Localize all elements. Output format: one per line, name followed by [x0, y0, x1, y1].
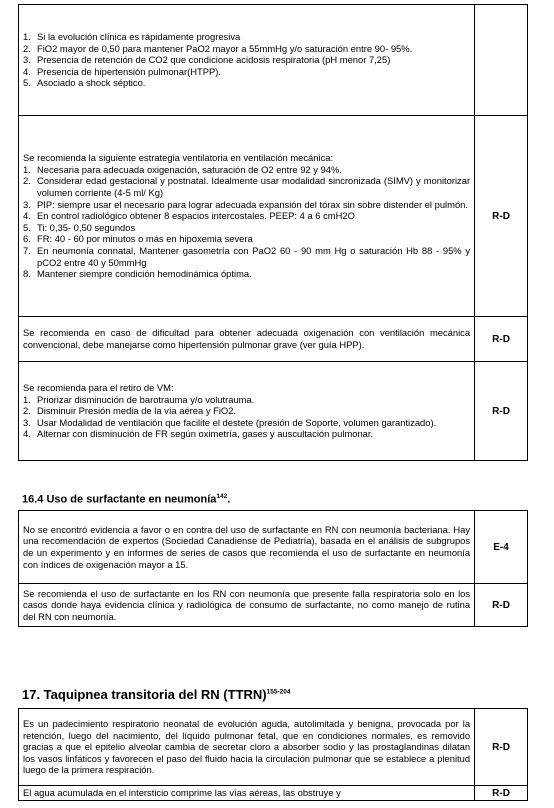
table-row	[19, 116, 528, 317]
list-item: 4. Presencia de hipertensión pulmonar(HTPP).	[23, 65, 221, 77]
section-heading-16-4: 16.4 Uso de surfactante en neumonía$^{142}$.	[22, 493, 231, 506]
ttrn-pathophysiology: El agua acumulada en el intersticio comprime las vías aéreas, las obstruye y	[19, 786, 475, 801]
block-intro: Se recomienda la siguiente estrategia ventilatoria en ventilación mecánica:	[23, 152, 334, 164]
ventilation-strategy	[19, 116, 475, 317]
section-title: 16.4 Uso de surfactante en neumonía	[22, 493, 217, 506]
surfactant-evidence: No se encontró evidencia a favor o en contra del uso de surfactante en RN con neumonía bacteriana. Hay una recomendación de expertos (Sociedad Canadiense de Pediatría), basada en el análisis de subgrupos de un experimento y en informes de series de casos que recomienda el uso de surfactante en neumonía con índices de oxigenación mayor a 15.	[19, 511, 475, 584]
surfactant-recommendation: Se recomienda el uso de surfactante en los RN con neumonía que presente falla respiratoria solo en los casos donde haya evidencia clínica y radiológica de consumo de surfactante, no como manejo de rutina del RN con neumonía.	[19, 584, 475, 627]
list-item: 7. En neumonía connatal, Mantener gasometría con PaO2 60 - 90 mm Hg o saturación Hb 88 - 95% y pCO2 entre 40 y 50mmHg	[23, 244, 471, 268]
table-row	[19, 5, 528, 116]
table-row	[19, 584, 528, 627]
list-item: 2. FiO2 mayor de 0,50 para mantener PaO2 mayor a 55mmHg y/o saturación entre 90- 95%.	[23, 42, 413, 54]
table-row	[19, 511, 528, 584]
list-item: 6. FR: 40 - 60 por minutos o más en hipoxemia severa	[23, 233, 253, 245]
list-item: 3. PIP: siempre usar el necesario para lograr adecuada expansión del tórax sin sobre distender el pulmón.	[23, 198, 468, 210]
list-item: 3. Usar Modalidad de ventilación que facilite el destete (presión de Soporte, volumen garantizado).	[23, 416, 437, 428]
recommendation-table-3	[18, 708, 528, 801]
table-row	[19, 709, 528, 786]
reference-superscript: 155-204	[266, 688, 291, 696]
evidence-grade: R-D	[475, 362, 528, 461]
list-item: 2. Disminuir Presión media de la vía aérea y FiO2.	[23, 405, 237, 417]
evidence-grade: R-D	[475, 317, 528, 362]
evidence-grade: R-D	[475, 116, 528, 317]
list-item: 2. Considerar edad gestacional y postnatal. Idealmente usar modalidad sincronizada (SIMV) y monitorizar volumen corriente (4-5 ml/ Kg)	[23, 175, 471, 199]
recommendation-table-1	[18, 4, 528, 461]
ttrn-definition: Es un padecimiento respiratorio neonatal de evolución aguda, autolimitada y benigna, provocada por la retención, luego del nacimiento, del líquido pulmonar fetal, que en condiciones normales, es removido gracias a que el epitelio alveolar cambia de secretar cloro a absorber sodio y las prostaglandinas dilatan los vasos linfáticos y favorecen el paso del fluido hacia la circulación pulmonar que se establece a plenitud luego de la primera respiración.	[19, 709, 475, 786]
evidence-grade: R-D	[475, 584, 528, 627]
list-item: 5. Asociado a shock séptico.	[23, 77, 146, 89]
list-item: 1. Necesaria para adecuada oxigenación, saturación de O2 entre 92 y 94%.	[23, 163, 342, 175]
criteria-list	[19, 5, 475, 116]
evidence-grade: R-D	[475, 786, 528, 801]
block-intro: Se recomienda para el retiro de VM:	[23, 382, 174, 394]
list-item: 1. Priorizar disminución de barotrauma y/o volutrauma.	[23, 393, 255, 405]
list-item: 4. Alternar con disminución de FR según oximetría, gases y auscultación pulmonar.	[23, 428, 374, 440]
table-row	[19, 317, 528, 362]
list-item: 5. Ti: 0,35- 0,50 segundos	[23, 221, 136, 233]
weaning-recommendation	[19, 362, 475, 461]
conventional-failure-recommendation: Se recomienda en caso de dificultad para obtener adecuada oxigenación con ventilación mecánica convencional, debe manejarse como hipertensión pulmonar grave (ver guía HPP).	[19, 317, 475, 362]
evidence-grade	[475, 5, 528, 116]
section-title: 17. Taquipnea transitoria del RN (TTRN)	[22, 687, 267, 702]
table-row	[19, 362, 528, 461]
table-row	[19, 786, 528, 801]
recommendation-table-2	[18, 510, 528, 627]
list-item: 1. Si la evolución clínica es rápidamente progresiva	[23, 31, 241, 43]
list-item: 3. Presencia de retención de CO2 que condicione acidosis respiratoria (pH menor 7,25)	[23, 54, 391, 66]
list-item: 8. Mantener siempre condición hemodinámica óptima.	[23, 268, 252, 280]
evidence-grade: R-D	[475, 709, 528, 786]
evidence-grade: E-4	[475, 511, 528, 584]
section-heading-17	[22, 687, 290, 702]
reference-superscript: 142	[216, 493, 228, 500]
list-item: 4. En control radiológico obtener 8 espacios intercostales. PEEP: 4 a 6 cmH2O	[23, 210, 355, 222]
